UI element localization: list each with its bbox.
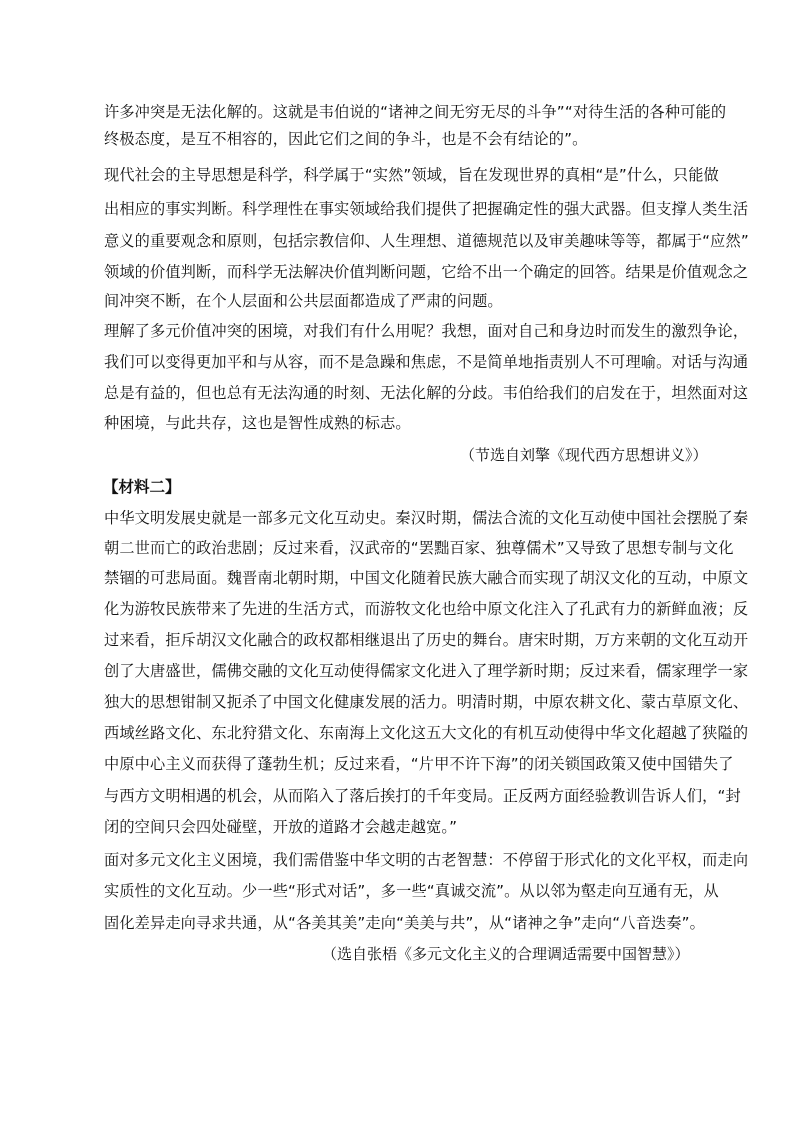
text-line: 过来看，拒斥胡汉文化融合的政权都相继退出了历史的舞台。唐宋时期，万方来朝的文化互动开 <box>104 631 749 649</box>
text-line: 我们可以变得更加平和与从容，而不是急躁和焦虑，不是简单地指责别人不可理喻。对话与沟通 <box>104 353 749 371</box>
text-line: 许多冲突是无法化解的。这就是韦伯说的“诸神之间无穷无尽的斗争”“对待生活的各种可能的 <box>104 103 727 121</box>
text-line: 领域的价值判断，而科学无法解决价值判断问题，它给不出一个确定的回答。结果是价值观念之 <box>104 263 749 281</box>
text-line: 种困境，与此共存，这也是智性成熟的标志。 <box>104 414 411 432</box>
text-line: 中华文明发展史就是一部多元文化互动史。秦汉时期，儒法合流的文化互动使中国社会摆脱了秦 <box>104 509 749 527</box>
text-line: 创了大唐盛世，儒佛交融的文化互动使得儒家文化进入了理学新时期；反过来看，儒家理学一家 <box>104 662 749 680</box>
text-line: 西域丝路文化、东北狩猎文化、东南海上文化这五大文化的有机互动使得中华文化超越了狭隘的 <box>104 724 749 742</box>
text-line: 理解了多元价值冲突的困境，对我们有什么用呢？我想，面对自己和身边时而发生的激烈争论， <box>104 322 749 340</box>
text-line: 禁锢的可悲局面。魏晋南北朝时期，中国文化随着民族大融合而实现了胡汉文化的互动，中原文 <box>104 569 749 587</box>
text-line: 化为游牧民族带来了先进的生活方式，而游牧文化也给中原文化注入了孔武有力的新鲜血液；反 <box>104 600 749 618</box>
source-citation: （选自张梧《多元文化主义的合理调适需要中国智慧》） <box>322 945 690 963</box>
section-heading: 【材料二】 <box>103 478 181 496</box>
text-line: 意义的重要观念和原则，包括宗教信仰、人生理想、道德规范以及审美趣味等等，都属于“应然” <box>104 232 749 250</box>
text-line: 现代社会的主导思想是科学，科学属于“实然”领域，旨在发现世界的真相“是”什么，只能做 <box>104 166 719 184</box>
text-line: 面对多元文化主义困境，我们需借鉴中华文明的古老智慧：不停留于形式化的文化平权，而走向 <box>104 851 749 869</box>
text-line: 中原中心主义而获得了蓬勃生机；反过来看，“片甲不许下海”的闭关锁国政策又使中国错失了 <box>104 755 734 773</box>
text-line: 间冲突不断，在个人层面和公共层面都造成了严肃的问题。 <box>104 292 503 310</box>
text-line: 独大的思想钳制又扼杀了中国文化健康发展的活力。明清时期，中原农耕文化、蒙古草原文化、 <box>104 693 749 711</box>
source-citation: （节选自刘擎《现代西方思想讲义》） <box>460 446 708 464</box>
text-line: 实质性的文化互动。少一些“形式对话”，多一些“真诚交流”。从以邻为壑走向互通有无，从 <box>104 882 719 900</box>
text-line: 朝二世而亡的政治悲剧；反过来看，汉武帝的“罢黜百家、独尊儒术”又导致了思想专制与文化 <box>104 539 734 557</box>
text-line: 固化差异走向寻求共通，从“各美其美”走向“美美与共”，从“诸神之争”走向“八音迭奏”。 <box>104 914 705 932</box>
text-line: 终极态度，是互不相容的，因此它们之间的争斗，也是不会有结论的”。 <box>104 130 588 148</box>
text-line: 与西方文明相遇的机会，从而陷入了落后挨打的千年变局。正反两方面经验教训告诉人们，“封 <box>104 787 741 805</box>
text-line: 出相应的事实判断。科学理性在事实领域给我们提供了把握确定性的强大武器。但支撑人类生活 <box>104 200 749 218</box>
text-line: 总是有益的，但也总有无法沟通的时刻、无法化解的分歧。韦伯给我们的启发在于，坦然面对这 <box>104 384 749 402</box>
text-line: 闭的空间只会四处碰壁，开放的道路才会越走越宽。” <box>104 818 458 836</box>
